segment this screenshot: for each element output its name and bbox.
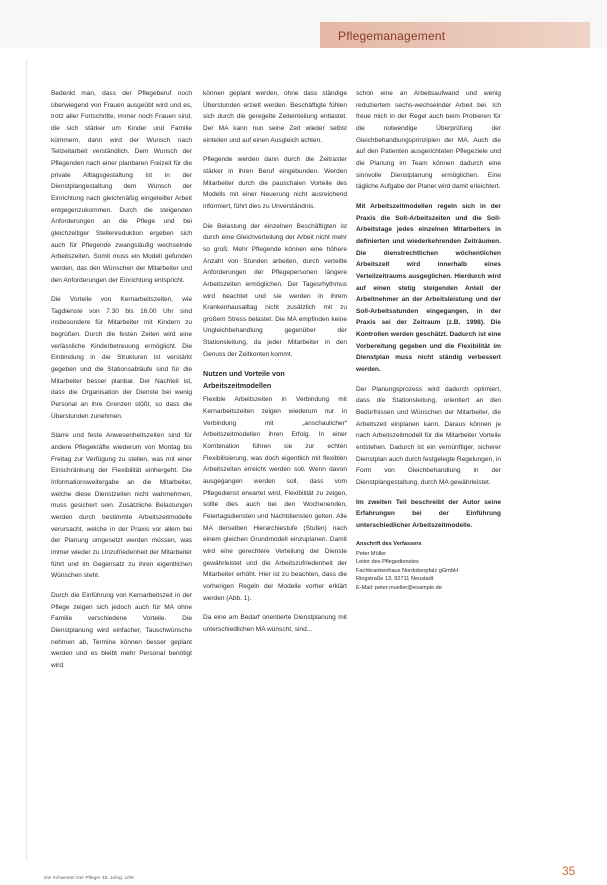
paragraph: Pflegende werden dann durch die Zeitraster stärker in ihren Beruf eingebunden. Werden Mitarbeiter durch die pauschalen Vorteile des Modells mit einer Neuerung nicht ausreichend informiert, führt dies zu Unverständnis. — [203, 156, 347, 210]
paragraph: Der Planungsprozess wird dadurch optimiert, dass die Stationsleitung, orientiert an den Bedürfnissen und Wünschen der Mitarbeiter, die Arbeitszeit einplanen kann. Daraus können je nach Arbeitszeitmodell für die Mitarbeiter Vorteile entstehen. Dadurch ist ein vernünftiger, sicherer Dienstplan auch durch festgelegte Regelungen, in Form von Gleichbehandlung in der Dienstplangestaltung, durch MA gewährleistet. — [356, 385, 501, 486]
paragraph: Da eine am Bedarf orientierte Dienstplanung mit unterschiedlichen MA wünscht, sind... — [203, 614, 347, 633]
text-column-2 — [203, 88, 347, 644]
text-column-1 — [51, 88, 192, 680]
page-number: 35 — [562, 864, 576, 878]
author-line: Ringstraße 13, 92711 Neustadt — [356, 576, 434, 583]
page-edge-line — [26, 60, 27, 860]
author-line: E-Mail: peter.mueller@example.de — [356, 584, 442, 591]
author-line: Peter Müller — [356, 551, 387, 558]
paragraph: Starre und feste Anwesenheitszeiten sind für andere Pflegekräfte wiederum von Montag bis Freitag zur Verfügung zu stellen, was mit einer Einschränkung der Flexibilität einhergeht. Die Informationsweitergabe an die Mitarbeiter, welche diese Dienstzeiten nicht wahrnehmen, muss gesichert sein. Zusätzliche Belastungen werden durch bestimmte Arbeitszeitmodelle verursacht, welche in der Praxis vor allem bei der Planung umgesetzt werden müssen, was immer wieder zu Unzufriedenheit der Mitarbeiter führt und im Gegensatz zu ihren eigentlichen Wünschen steht. — [51, 432, 192, 580]
author-address — [356, 540, 501, 592]
paragraph: Bedenkt man, dass der Pflegeberuf noch überwiegend von Frauen ausgeübt wird und es, trotz aller Fortschritte, immer noch Frauen sind, die sich stärker um Kinder und Familie kümmern, dann wird der Wunsch nach Teilzeitarbeit verständlich. Dem Wunsch der Pflegenden nach einer planbaren Freizeit für die private Alltagsgestaltung ist in der Dienstplangestaltung dem Wunsch der Einrichtung nach gleichmäßig eingeteilter Arbeit entgegenzukommen. Durch die steigenden Anforderungen an die Pflege und bei gleichzeitiger Stellenreduktion ergeben sich auch für Pflegende zwangsläufig wechselnde Arbeitszeiten. Somit muss ein Modell gefunden werden, das den Wünschen der Mitarbeiter und den Anforderungen der Einrichtung entspricht. — [51, 90, 192, 284]
paragraph: Durch die Einführung von Kernarbeitszeit in der Pflege zeigen sich jedoch auch für MA ohne Familie verschiedene Vorteile. Die Dienstplanung wird einfacher, Tauschwünsche nehmen ab, Termine können besser geplant werden und es bleibt mehr Personal benötigt wird. — [51, 591, 192, 669]
paragraph: Die Vorteile von Kernarbeitszeiten, wie Tagdienste von 7.30 bis 16.00 Uhr sind insbesondere für Mitarbeiter mit Kindern zu begrüßen. Durch die festen Zeiten wird eine verlässliche Kinderbetreuung ermöglicht. Die Einbindung in die Strukturen ist verstärkt gegeben und die Stationsabläufe sind für die Mitarbeiter besser planbar. Der Nachteil ist, dass die Organisation der Dienste bei wenig Personal an ihre Grenzen stößt, so dass die Überstunden zunehmen. — [51, 296, 192, 420]
paragraph: Flexible Arbeitszeiten in Verbindung mit Kernarbeitszeiten zeigen wiederum nur in Verbindung mit „anschaulicher“ Arbeitszeitmodellen ihren Erfolg. In einer Kombination führen sie zur echten Flexibilisierung, was doch eigentlich mit flexiblen Arbeitszeiten erreicht werden soll. Wenn davon ausgegangen werden soll, dass vom Pflegedienst erwartet wird, Flexibilität zu zeigen, sollte dies auch bei den Wochenenden, Feiertagsdiensten und Nachtdiensten gelten. Alle MA derselben Hierarchiestufe (Stufen) nach einem gleichen Grundmodell einzuplanen. Damit wird eine gerechtere Verteilung der Dienste gewährleistet und die Arbeitszufriedenheit der Mitarbeiter erhöht. Hier ist zu beachten, dass die vorherigen Regeln der Modelle vorher erklärt werden (Abb. 1). — [203, 396, 347, 602]
author-address-label: Anschrift des Verfassers — [356, 540, 422, 547]
paragraph: schon eine an Arbeitsaufwand und wenig reduziertem sechs-wechselnder Arbeit bei. Ich freue mich in der Regel auch beim Probieren für die notwendige Überprüfung der Gleichbehandlungsprinzipien der MA. Auch die auf den Patienten ausgerichteten Pflegeziele und die Planung im Team können dadurch eine sinnvolle Dienstplanung ermöglichen. Eine tägliche Aufgabe der Planer wird damit erleichtert. — [356, 90, 501, 191]
highlight-paragraph: Mit Arbeitszeitmodellen regeln sich in der Praxis die Soll-Arbeitszeiten und die Soll-Arbeitstage jedes einzelnen Mitarbeiters in definierten und wiederkehrenden Zeiträumen. Die dienstrechtlichen wöchentlichen Arbeitszeit wird innerhalb eines Verteilzeitraums ausgeglichen. Hierdurch wird auf einen stetig steigenden Anteil der Arbeitnehmer an der Arbeitsleistung und der Soll-Arbeitsstunden eingegangen, in der Praxis sei der Zeitraum (z.B. 1998). Die Kontrollen werden geschätzt. Dadurch ist eine Vorbereitung gegeben und die Flexibilität im Dienstplan muss nicht ständig verbessert werden. — [356, 202, 501, 374]
paragraph: Die Belastung der einzelnen Beschäftigten ist durch eine Gleichverteilung der Arbeit nicht mehr so groß. Mehr Pflegende können eine höhere Anzahl von Stunden arbeiten, durch verteilte Anforderungen der Pflegepersonen längere Arbeitszeiten ermöglichen. Der Tagesrhythmus wird beachtet und sie werden in ihrem Krankenhausalltag nicht zusätzlich mit zu großem Stress belastet. Die MA empfinden keine Ungleichbehandlung gegenüber der Stationsleitung, da jeder Mitarbeiter in den Genuss der Zeitkonten kommt. — [203, 222, 347, 358]
paragraph: können geplant werden, ohne dass ständige Überstunden erzielt werden. Beschäftigte fühlen sich durch die geregelte Zeiteinteilung entlastet. Der MA kann nun seine Zeit wieder selbst einteilen und auf einen Ausgleich achten. — [203, 90, 347, 144]
text-column-3 — [356, 88, 501, 592]
journal-footer: Die Schwester Der Pfleger 48. Jahrg. 1/09 — [44, 876, 134, 881]
author-line: Leiter des Pflegedienstes — [356, 559, 419, 566]
section-title: Pflegemanagement — [338, 29, 446, 43]
author-line: Fachkrankenhaus Nordoberpfalz gGmbH — [356, 567, 458, 574]
section-heading: Nutzen und Vorteile von Arbeitszeitmodellen — [203, 369, 285, 391]
outlook-note: Im zweiten Teil beschreibt der Autor seine Erfahrungen bei der Einführung unterschiedlicher Arbeitszeitmodelle. — [356, 498, 501, 529]
